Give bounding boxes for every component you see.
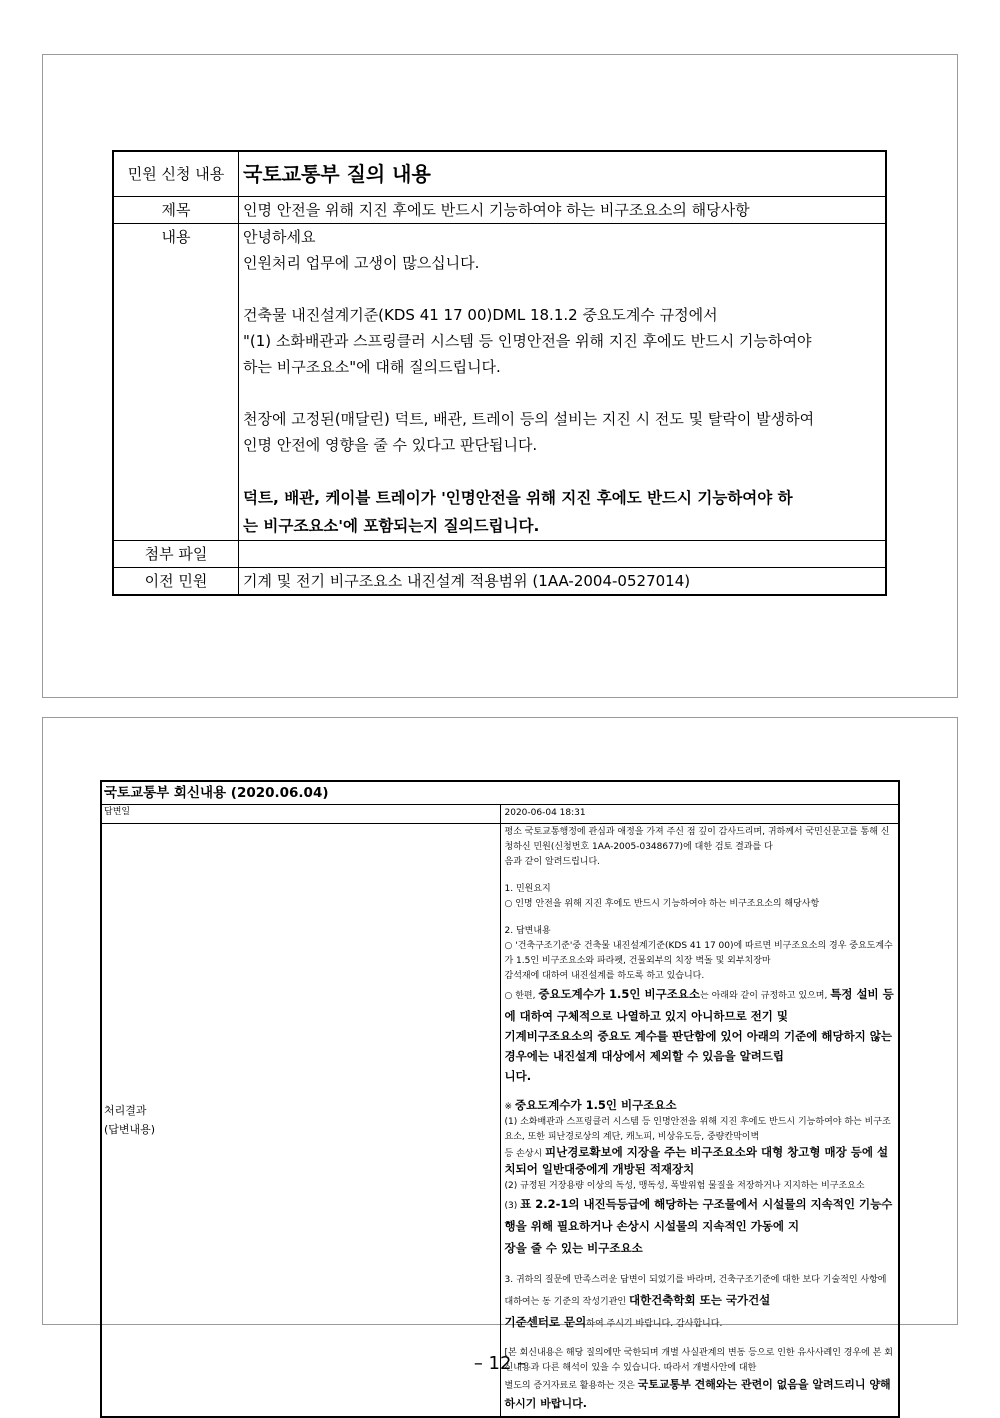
intro-line: 평소 국토교통행정에 관심과 애정을 가져 주신 점 깊이 감사드리며, 귀하께서 국민신문고를 통해 신청하신 민원(신청번호 1AA-2005-0348677)에 대한 검토 결과를 다 <box>504 827 890 852</box>
note-item-3: 장을 줄 수 있는 비구조요소 <box>504 1241 643 1255</box>
attachment-label: 첨부 파일 <box>113 541 239 568</box>
note-item-3: (3) 표 2.2-1의 내진득등급에 해당하는 구조물에서 시설물의 지속적인 기능수행을 위해 필요하거나 손상시 시설물의 지속적인 가동에 지 <box>504 1197 893 1233</box>
section-3: 3. 귀하의 질문에 만족스러운 답변이 되었기를 바라며, 건축구조기준에 대한 보다 기술적인 사항에 대하여는 동 기준의 작성기관인 대한건축학회 또는 국가건설 <box>504 1275 887 1307</box>
result-label <box>101 824 500 1418</box>
reply-title: 국토교통부 회신내용 (2020.06.04) <box>101 781 899 805</box>
content-line: 인원처리 업무에 고생이 많으십니다. <box>243 254 480 272</box>
content-question-line: 는 비구조요소'에 포함되는지 질의드립니다. <box>243 517 540 535</box>
page-number: – 12 – <box>473 1353 527 1374</box>
reply-date-value: 2020-06-04 18:31 <box>500 805 899 824</box>
disclaimer: 별도의 증거자료로 활용하는 것은 국토교통부 견해와는 관련이 없음을 알려드리니 양해하시기 바랍니다. <box>504 1378 891 1410</box>
previous-label: 이전 민원 <box>113 568 239 596</box>
subject-value: 인명 안전을 위해 지진 후에도 반드시 기능하여야 하는 비구조요소의 해당사항 <box>239 197 887 224</box>
content-line: 안녕하세요 <box>243 228 316 246</box>
note-item-1: (1) 소화배관과 스프링클러 시스템 등 인명안전을 위해 지진 후에도 반드시 기능하여야 하는 비구조요소, 또한 피난경로상의 계단, 캐노피, 비상유도등, 중량칸막이벽 <box>504 1117 891 1142</box>
reply-date-label: 답변일 <box>101 805 500 824</box>
inquiry-header-title: 국토교통부 질의 내용 <box>239 151 887 197</box>
section-2-emphasis: ○ 한편, 중요도계수가 1.5인 비구조요소는 아래와 같이 규정하고 있으며, 특정 설비 등에 대하여 구체적으로 나열하고 있지 아니하므로 전기 및 <box>504 987 894 1023</box>
section-2-emphasis: 니다. <box>504 1069 532 1083</box>
section-3: 기준센터로 문의하여 주시기 바랍니다. 감사합니다. <box>504 1315 723 1329</box>
inquiry-header-label: 민원 신청 내용 <box>113 151 239 197</box>
note-item-1: 등 손상시 피난경로확보에 지장을 주는 비구조요소와 대형 창고형 매장 등에 설치되어 일반대중에게 개방된 적재장치 <box>504 1145 889 1176</box>
result-content <box>500 824 899 1418</box>
note-item-2: (2) 규정된 거장용량 이상의 독성, 맹독성, 폭발위험 물질을 저장하거나 지지하는 비구조요소 <box>504 1181 865 1191</box>
section-2-paragraph: 감석재에 대하여 내진설계를 하도록 하고 있습니다. <box>504 971 705 981</box>
subject-label: 제목 <box>113 197 239 224</box>
previous-value: 기계 및 전기 비구조요소 내진설계 적용범위 (1AA-2004-0527014) <box>239 568 887 596</box>
section-2-title: 2. 답변내용 <box>504 926 551 936</box>
content-question-line: 덕트, 배관, 케이블 트레이가 '인명안전을 위해 지진 후에도 반드시 기능하여야 하 <box>243 489 793 507</box>
result-label-line: (답변내용) <box>104 1123 156 1136</box>
note-title: ※ 중요도계수가 1.5인 비구조요소 <box>504 1098 677 1112</box>
result-label-line: 처리결과 <box>104 1104 147 1117</box>
section-1-item: ○ 인명 안전을 위해 지진 후에도 반드시 기능하여야 하는 비구조요소의 해당사항 <box>504 899 820 909</box>
content-value <box>239 224 887 541</box>
disclaimer: [본 회신내용은 해당 질의에만 국한되며 개별 사실관계의 변동 등으로 인한 유사사례인 경우에 본 회신내용과 다른 해석이 있을 수 있습니다. 따라서 개별사안에 대한 <box>504 1348 893 1373</box>
section-2-emphasis: 기계비구조요소의 중요도 계수를 판단함에 있어 아래의 기준에 해당하지 않는 경우에는 내진설계 대상에서 제외할 수 있음을 알려드립 <box>504 1029 893 1063</box>
content-line: 천장에 고정된(매달린) 덕트, 배관, 트레이 등의 설비는 지진 시 전도 및 탈락이 발생하여 <box>243 410 815 428</box>
reply-table <box>100 780 900 1418</box>
intro-line: 음과 같이 알려드립니다. <box>504 857 601 867</box>
content-line: 건축물 내진설계기준(KDS 41 17 00)DML 18.1.2 중요도계수 규정에서 <box>243 306 718 324</box>
content-line: 인명 안전에 영향을 줄 수 있다고 판단됩니다. <box>243 436 538 454</box>
inquiry-table <box>112 150 887 596</box>
content-label: 내용 <box>113 224 239 541</box>
content-line: "(1) 소화배관과 스프링클러 시스템 등 인명안전을 위해 지진 후에도 반드시 기능하여야 <box>243 332 812 350</box>
section-2-paragraph: ○ '건축구조기준'중 건축물 내진설계기준(KDS 41 17 00)에 따르면 비구조요소의 경우 중요도계수가 1.5인 비구조요소와 파라펫, 건물외부의 치장 벽돌 및 외부치장마 <box>504 941 893 966</box>
content-line: 하는 비구조요소"에 대해 질의드립니다. <box>243 358 501 376</box>
section-1-title: 1. 민원요지 <box>504 884 551 894</box>
attachment-value <box>239 541 887 568</box>
